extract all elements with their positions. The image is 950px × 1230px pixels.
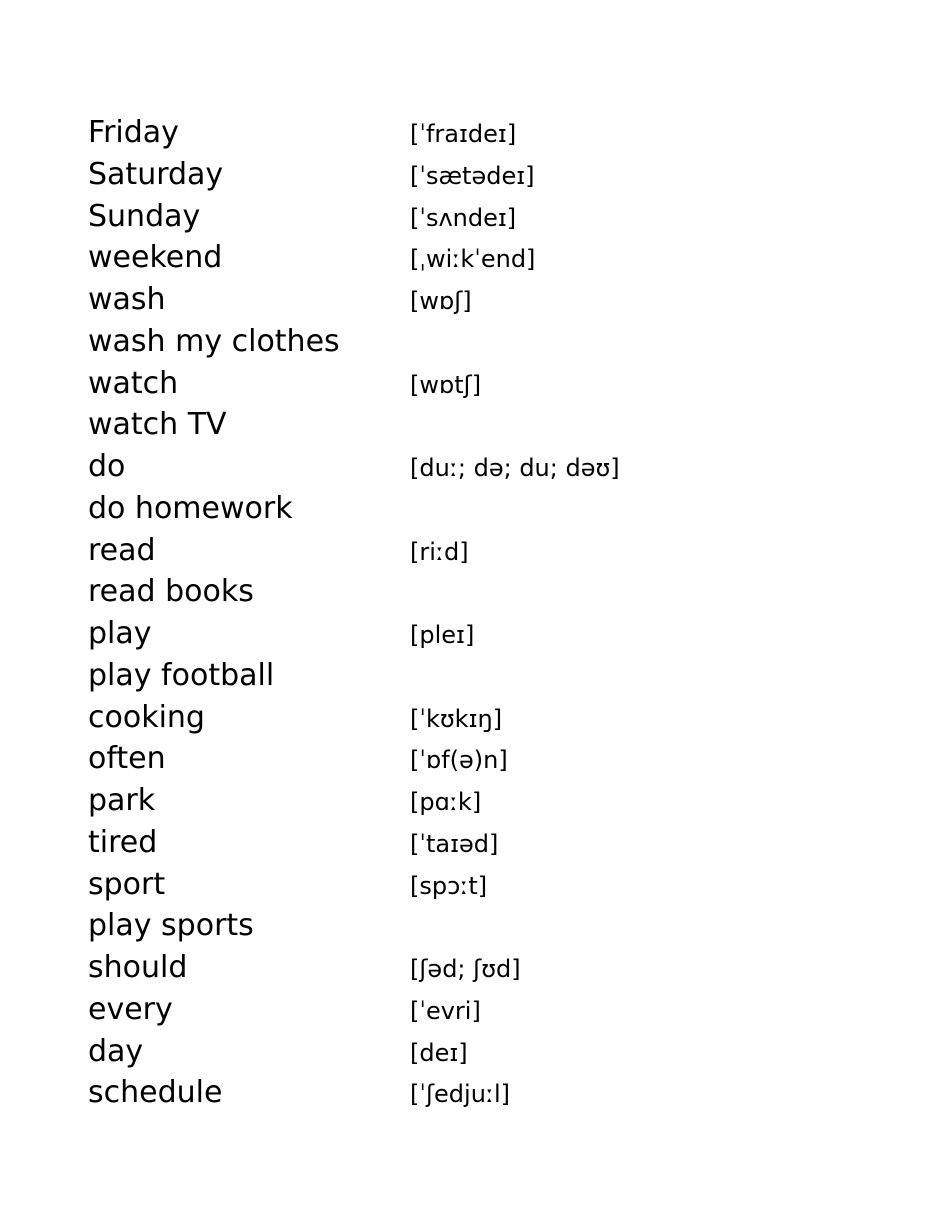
- vocab-row: [88, 1031, 868, 1073]
- vocab-word: do homework: [88, 490, 293, 526]
- vocab-phonetic: [ˈsætədeɪ]: [410, 161, 535, 190]
- vocab-word: often: [88, 741, 166, 777]
- vocab-word: tired: [88, 824, 158, 860]
- vocab-word: park: [88, 783, 156, 818]
- vocab-row: [88, 697, 868, 739]
- vocab-phonetic: [ˌwiːkˈend]: [410, 245, 536, 274]
- vocab-word: play football: [88, 657, 275, 693]
- vocab-phonetic: [wɒʃ]: [410, 287, 472, 315]
- vocab-phonetic: [ˈtaɪəd]: [410, 829, 499, 858]
- vocab-phonetic: [ˈevri]: [410, 996, 481, 1025]
- vocabulary-list: [88, 112, 868, 1114]
- vocab-row: [88, 780, 868, 822]
- vocab-row: [88, 363, 868, 405]
- vocab-row: [88, 613, 868, 655]
- vocab-phonetic: [ˈfraɪdeɪ]: [410, 120, 517, 148]
- vocab-phonetic: [duː; də; du; dəʊ]: [410, 454, 620, 482]
- vocab-word: read: [88, 532, 156, 568]
- vocab-phonetic: [riːd]: [410, 537, 469, 566]
- vocab-phonetic: [spɔːt]: [410, 871, 488, 900]
- vocab-phonetic: [deɪ]: [410, 1038, 468, 1067]
- vocab-row: [88, 947, 868, 989]
- vocab-word: weekend: [88, 240, 223, 276]
- vocab-word: Friday: [88, 115, 179, 150]
- vocab-word: day: [88, 1033, 144, 1069]
- vocab-row: [88, 237, 868, 279]
- vocab-phonetic: [ˈʃedjuːl]: [410, 1080, 511, 1109]
- vocab-phonetic: [wɒtʃ]: [410, 370, 482, 399]
- vocab-word: schedule: [88, 1075, 223, 1111]
- vocab-phonetic: [ˈkʊkɪŋ]: [410, 704, 503, 733]
- vocab-word: Sunday: [88, 198, 201, 234]
- vocab-row: [88, 905, 868, 947]
- vocab-row: [88, 154, 868, 196]
- vocab-word: watch TV: [88, 407, 227, 443]
- vocab-word: every: [88, 991, 173, 1027]
- vocab-word: cooking: [88, 699, 205, 735]
- vocab-row: [88, 196, 868, 238]
- vocab-phonetic: [ʃəd; ʃʊd]: [410, 955, 521, 983]
- vocab-word: watch: [88, 365, 179, 401]
- vocab-word: play sports: [88, 908, 254, 944]
- vocab-row: [88, 655, 868, 697]
- vocab-row: [88, 279, 868, 321]
- vocab-row: [88, 446, 868, 488]
- vocab-word: should: [88, 950, 188, 985]
- vocab-row: [88, 1072, 868, 1114]
- vocab-phonetic: [pleɪ]: [410, 621, 475, 649]
- vocab-row: [88, 738, 868, 780]
- vocab-phonetic: [pɑːk]: [410, 788, 482, 816]
- vocab-row: [88, 989, 868, 1031]
- vocab-row: [88, 488, 868, 530]
- vocab-phonetic: [ˈɒf(ə)n]: [410, 746, 508, 775]
- vocab-row: [88, 404, 868, 446]
- vocab-word: Saturday: [88, 156, 224, 192]
- vocab-row: [88, 864, 868, 906]
- vocab-word: wash: [88, 282, 166, 317]
- vocab-word: wash my clothes: [88, 323, 340, 359]
- vocab-row: [88, 571, 868, 613]
- vocab-word: do: [88, 449, 126, 484]
- vocab-word: sport: [88, 866, 166, 902]
- vocab-phonetic: [ˈsʌndeɪ]: [410, 203, 517, 232]
- vocab-word: read books: [88, 574, 254, 610]
- vocab-row: [88, 822, 868, 864]
- vocab-word: play: [88, 616, 152, 651]
- vocab-row: [88, 112, 868, 154]
- vocab-row: [88, 321, 868, 363]
- vocab-row: [88, 530, 868, 572]
